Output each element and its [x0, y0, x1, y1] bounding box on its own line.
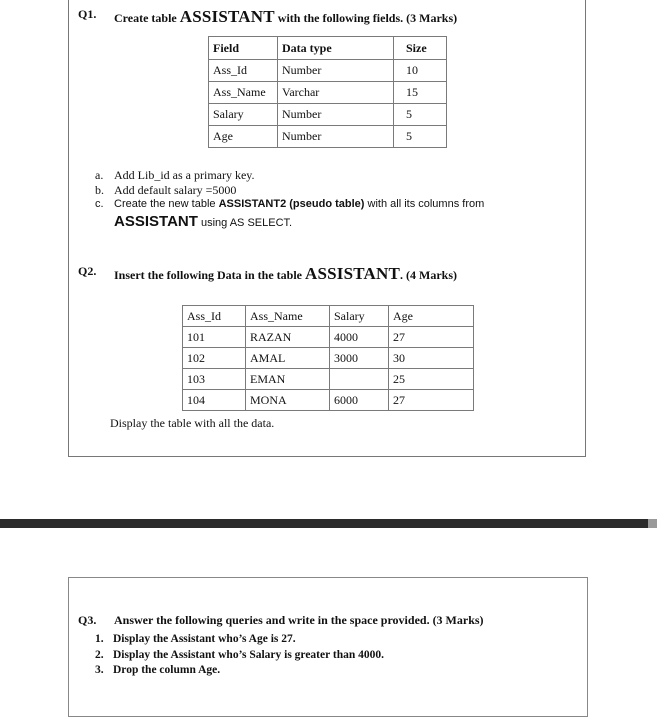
table-cell: 15 [394, 82, 447, 104]
table-cell: 27 [389, 327, 474, 348]
table-cell: 25 [389, 369, 474, 390]
table-cell: EMAN [246, 369, 330, 390]
q2-data-table [182, 305, 474, 411]
list-item-text: Display the Assistant who’s Age is 27. [113, 633, 296, 645]
table-row [183, 390, 474, 411]
header-cell: Ass_Id [183, 306, 246, 327]
table-cell: Ass_Name [209, 82, 278, 104]
table-cell: 27 [389, 390, 474, 411]
table-cell: 5 [394, 126, 447, 148]
q1-text-before: Create table [114, 11, 180, 25]
q1-fields-table [208, 36, 447, 148]
table-cell: 5 [394, 104, 447, 126]
table-header-row [183, 306, 474, 327]
q1-text-after: with the following fields. (3 Marks) [274, 11, 458, 25]
table-row [209, 82, 447, 104]
header-cell: Size [394, 37, 447, 60]
list-marker: 1. [95, 633, 104, 645]
list-item-text: with all its columns from [364, 198, 485, 210]
q2-text-before: Insert the following Data in the table [114, 268, 305, 282]
table-cell: Number [278, 60, 394, 82]
table-cell: Age [209, 126, 278, 148]
list-marker: 3. [95, 664, 104, 676]
table-name: ASSISTANT [114, 213, 198, 230]
table-row [183, 348, 474, 369]
table-row [209, 60, 447, 82]
list-marker: a. [95, 168, 104, 182]
list-marker: 2. [95, 649, 104, 661]
list-item-text: Drop the column Age. [113, 664, 221, 676]
list-marker: b. [95, 183, 104, 197]
q1-table-name: ASSISTANT [179, 7, 275, 26]
table-cell: 104 [183, 390, 246, 411]
list-item-text: Create the new table [114, 198, 219, 210]
table-cell: 4000 [330, 327, 389, 348]
table-cell: 6000 [330, 390, 389, 411]
table-cell: MONA [246, 390, 330, 411]
table-cell: 101 [183, 327, 246, 348]
pseudo-table-name: ASSISTANT2 (pseudo table) [218, 198, 365, 210]
header-cell: Age [389, 306, 474, 327]
header-cell: Ass_Name [246, 306, 330, 327]
table-cell: Number [278, 104, 394, 126]
list-item-text: Add Lib_id as a primary key. [114, 168, 255, 182]
q1-item-c-line2 [114, 213, 292, 230]
list-item-text: using AS SELECT. [197, 217, 293, 229]
table-cell: Ass_Id [209, 60, 278, 82]
table-cell: 102 [183, 348, 246, 369]
q2-text-after: . (4 Marks) [400, 268, 458, 282]
q3-text: Answer the following queries and write in the space provided. (3 Marks) [114, 613, 484, 627]
table-cell: Varchar [278, 82, 394, 104]
table-cell: 3000 [330, 348, 389, 369]
table-cell: 30 [389, 348, 474, 369]
table-row [209, 104, 447, 126]
table-row [183, 369, 474, 390]
table-cell: Number [278, 126, 394, 148]
table-cell [330, 369, 389, 390]
q2-table-name: ASSISTANT [305, 264, 401, 283]
table-cell: Salary [209, 104, 278, 126]
q2-number: Q2. [78, 264, 97, 278]
table-cell: AMAL [246, 348, 330, 369]
page-divider-edge [648, 519, 657, 528]
header-cell: Field [209, 37, 278, 60]
table-cell: 10 [394, 60, 447, 82]
list-marker: c. [95, 198, 104, 210]
table-row [183, 327, 474, 348]
q3-number: Q3. [78, 613, 97, 627]
header-cell: Salary [330, 306, 389, 327]
q1-number: Q1. [78, 7, 97, 21]
list-item-text: Add default salary =5000 [114, 183, 237, 197]
page-divider [0, 519, 657, 528]
table-row [209, 126, 447, 148]
list-item-text: Display the Assistant who’s Salary is greater than 4000. [113, 649, 385, 661]
header-cell: Data type [278, 37, 394, 60]
table-cell: RAZAN [246, 327, 330, 348]
table-header-row [209, 37, 447, 60]
question-box-lower [68, 577, 588, 717]
q2-footer-text: Display the table with all the data. [110, 416, 275, 430]
table-cell: 103 [183, 369, 246, 390]
